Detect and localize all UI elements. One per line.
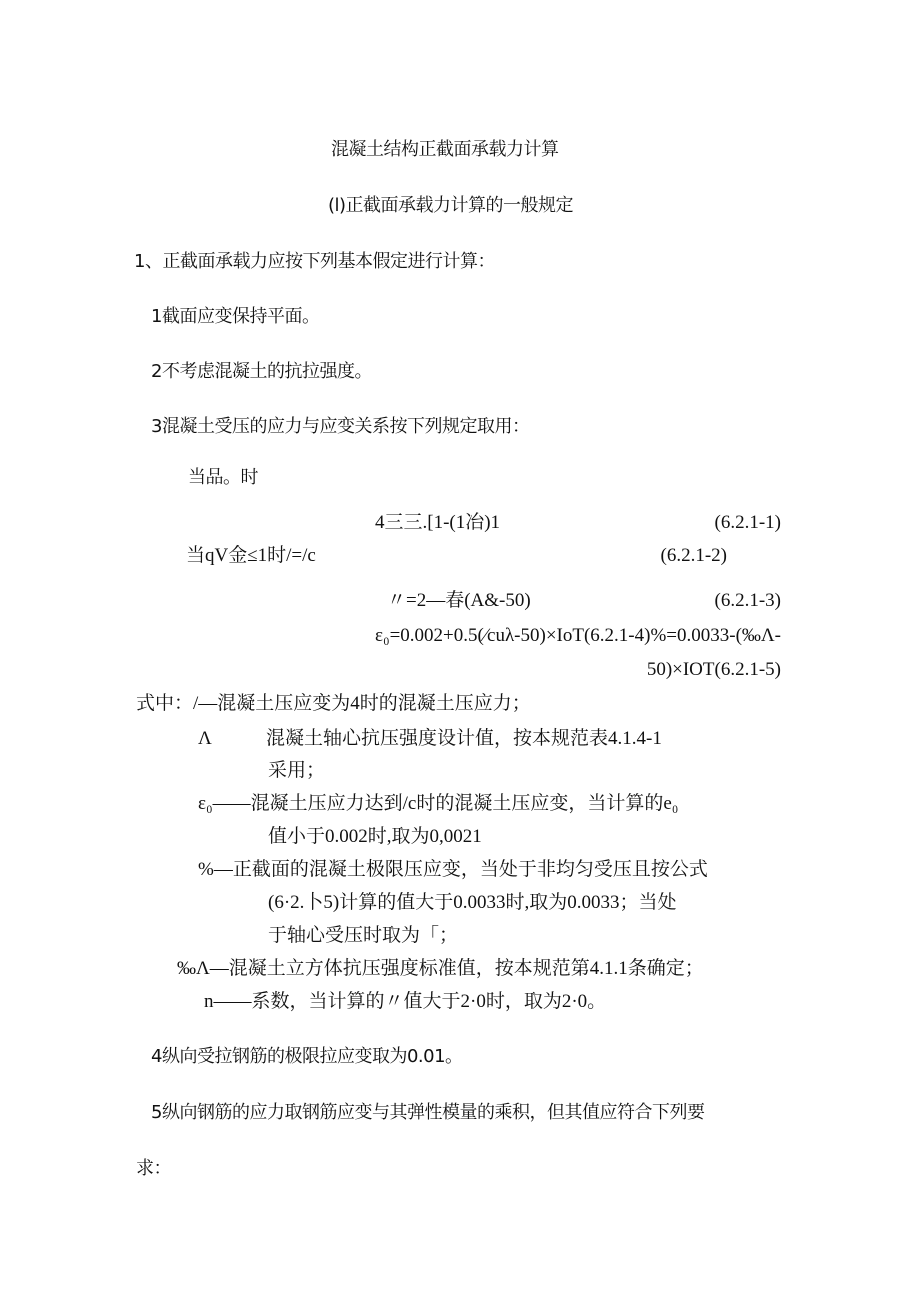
definition-text: 于轴心受压时取为「； <box>268 925 459 946</box>
definition-text: 值小于0.002时,取为0,0021 <box>268 826 482 847</box>
definition-text: 采用； <box>268 760 326 781</box>
list-item: 3混凝土受压的应力与应变关系按下列规定取用： <box>151 416 530 437</box>
formula-number: (6.2.1-3) <box>714 590 781 611</box>
symbol-lambda: Λ <box>198 728 212 749</box>
definition-text: ε₀——混凝土压应力达到/c时的混凝土压应变，当计算的e₀ <box>198 793 679 814</box>
formula-expression: 4三三.[1-(1冶)1 <box>375 512 501 533</box>
definition-text: ‰Λ—混凝土立方体抗压强度标准值，按本规范第4.1.1条确定； <box>177 958 704 979</box>
item-1: 1、正截面承载力应按下列基本假定进行计算： <box>134 251 495 272</box>
formula-line: ε₀=0.002+0.5(∕cuλ-50)×IoT(6.2.1-4)%=0.0033-(‰Λ- <box>374 625 781 646</box>
definition-text: n——系数，当计算的〃值大于2·0时，取为2·0。 <box>204 991 607 1012</box>
list-item: 2不考虑混凝土的抗拉强度。 <box>151 361 372 382</box>
definition-text: 混凝土轴心抗压强度设计值，按本规范表4.1.4-1 <box>266 728 662 749</box>
definition-text: %—正截面的混凝土极限压应变，当处于非均匀受压且按公式 <box>198 859 708 880</box>
formula-number: (6.2.1-2) <box>660 545 727 566</box>
section-heading: (l)正截面承载力计算的一般规定 <box>328 195 574 216</box>
where-clause: 式中：/—混凝土压应变为4时的混凝土压应力； <box>136 693 531 714</box>
formula-expression: 当qV金≤1时/=/c <box>186 545 316 566</box>
item-5: 5纵向钢筋的应力取钢筋应变与其弹性模量的乘积，但其值应符合下列要 <box>151 1102 705 1123</box>
formula-line: 50)×IOT(6.2.1-5) <box>646 659 781 680</box>
definition-text: (6·2.卜5)计算的值大于0.0033时,取为0.0033；当处 <box>268 892 677 913</box>
formula-number: (6.2.1-1) <box>714 512 781 533</box>
condition-text: 当品。时 <box>188 467 258 488</box>
list-item: 1截面应变保持平面。 <box>151 306 320 327</box>
item-4: 4纵向受拉钢筋的极限拉应变取为0.01。 <box>151 1046 463 1067</box>
formula-expression: 〃=2—春(A&-50) <box>387 590 531 611</box>
page-title: 混凝土结构正截面承载力计算 <box>331 139 559 160</box>
item-5-continued: 求： <box>136 1158 171 1179</box>
